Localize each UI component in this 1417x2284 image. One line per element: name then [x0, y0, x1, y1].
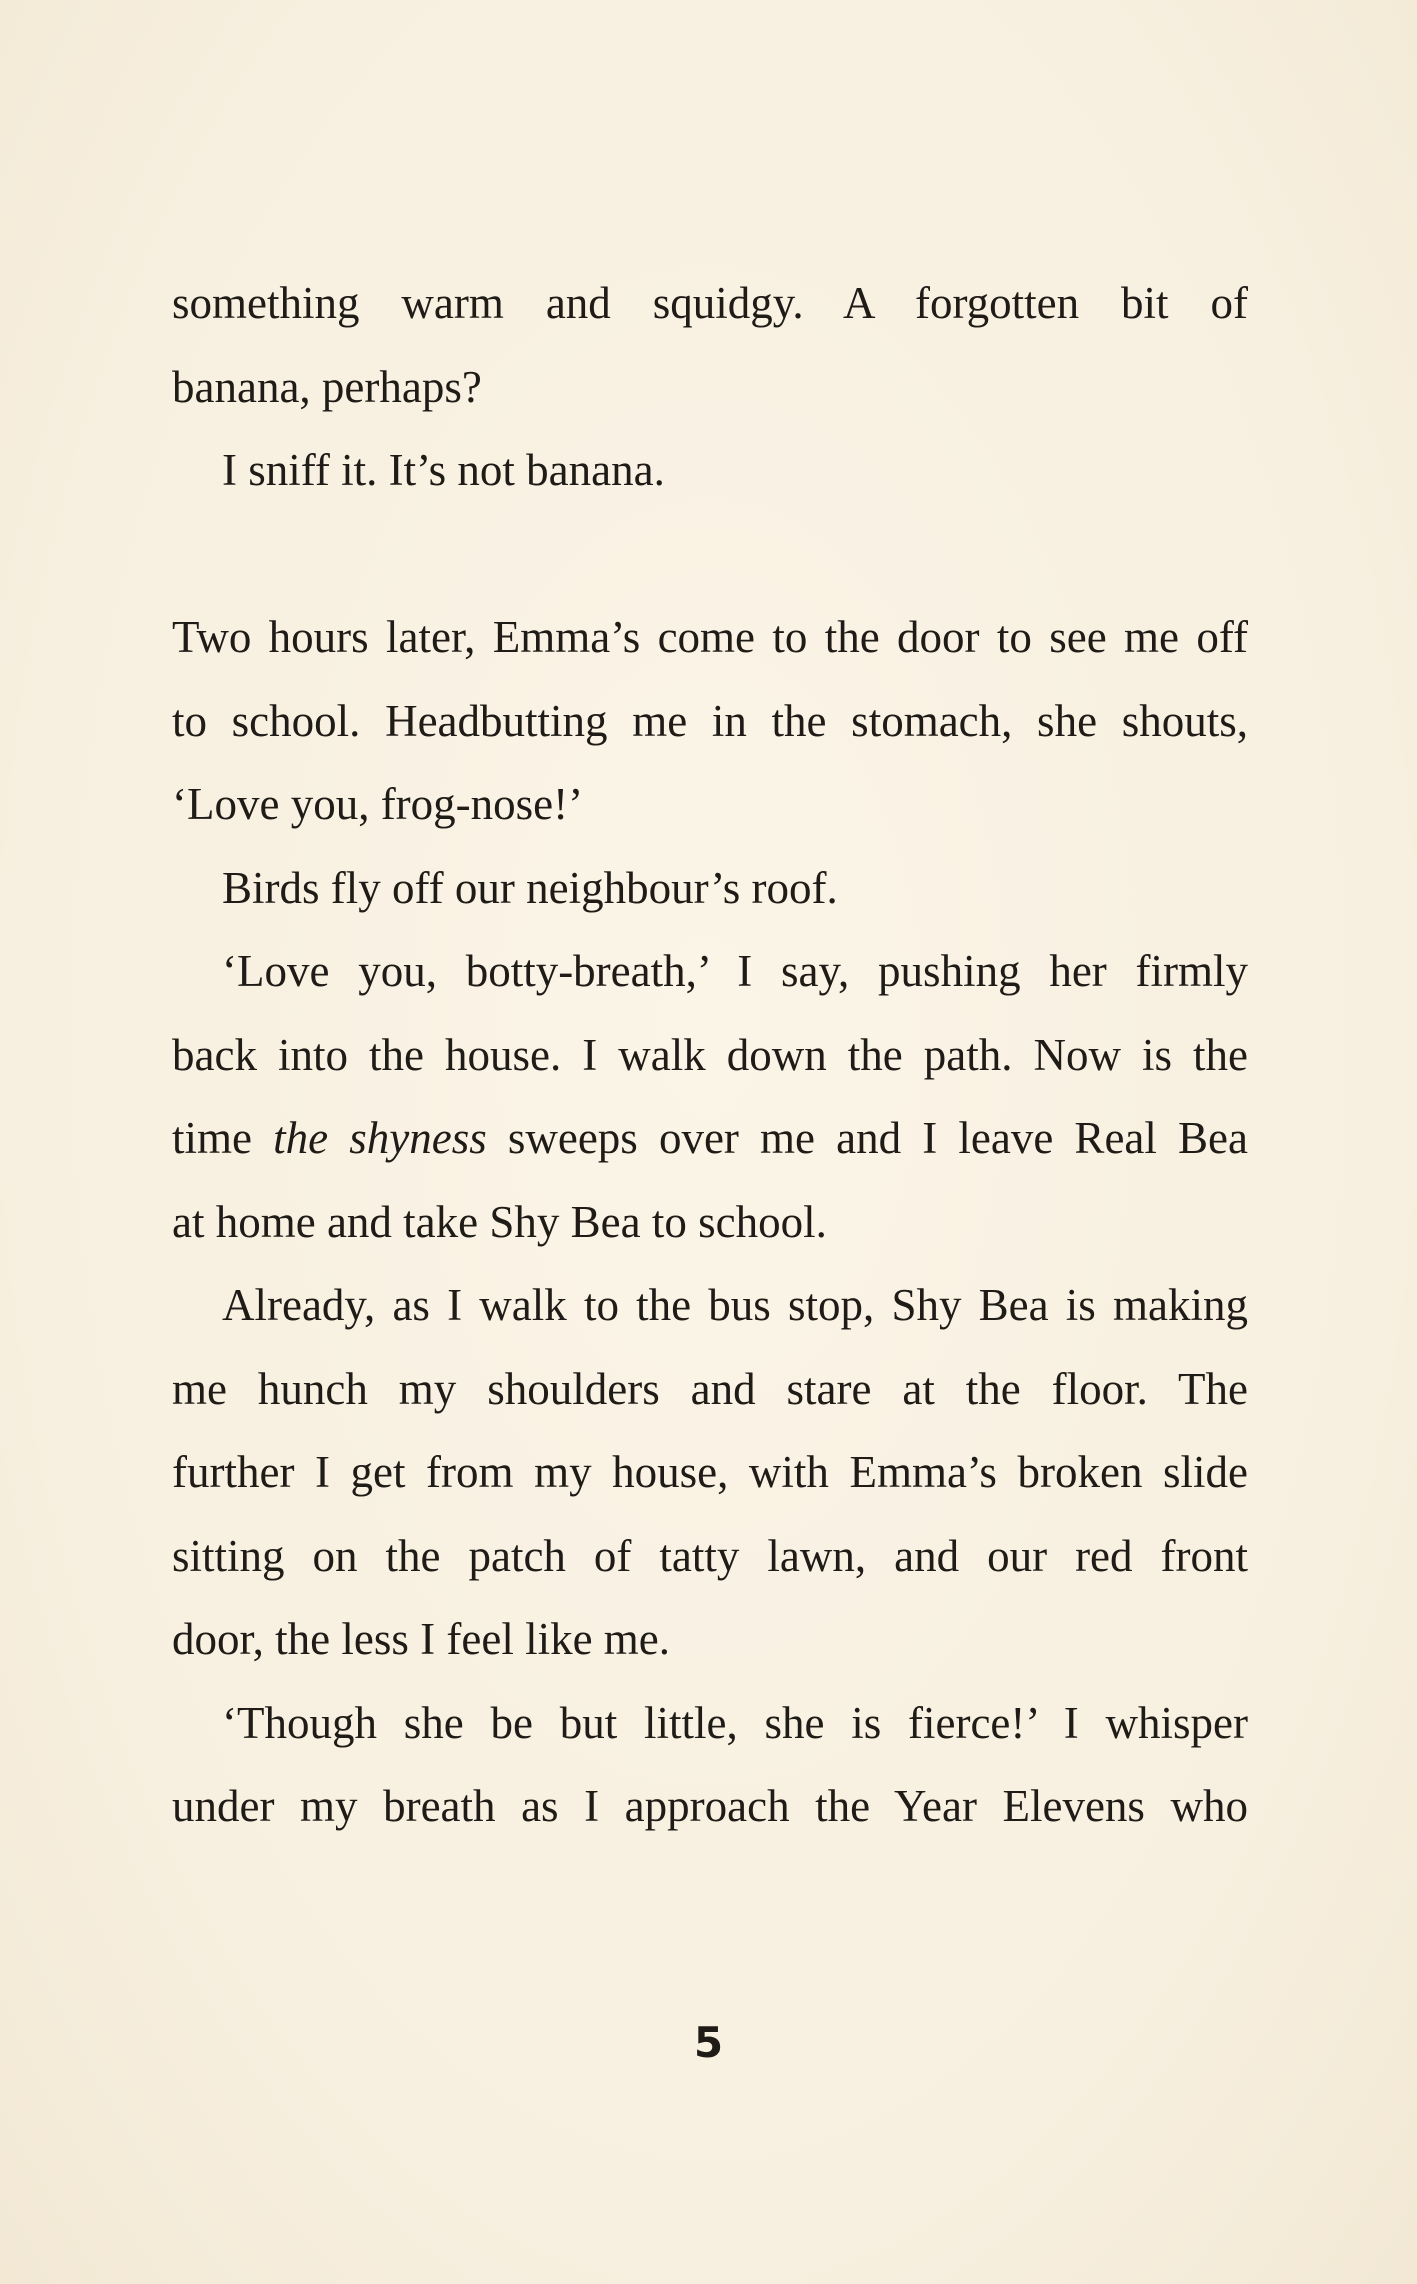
text-line: door, the less I feel like me. [172, 1614, 671, 1664]
text-line: me hunch my shoulders and stare at the floor. The [172, 1363, 1248, 1414]
text-line: further I get from my house, with Emma’s broken slide [172, 1447, 1248, 1497]
text-line: to school. Headbutting me in the stomach, she shouts, [172, 695, 1248, 746]
text-line: ‘Love you, botty-breath,’ I say, pushing her firmly [222, 946, 1248, 996]
text-line: Two hours later, Emma’s come to the door to see me off [172, 612, 1248, 662]
text-line: under my breath as I approach the Year Elevens who [172, 1781, 1248, 1831]
italic-phrase: the shyness [273, 1113, 487, 1163]
text-line: ‘Though she be but little, she is fierce!’ I whisper [222, 1697, 1248, 1748]
text-line: at home and take Shy Bea to school. [172, 1196, 827, 1247]
paragraph-section-2 [172, 596, 1248, 1849]
text-line: Birds fly off our neighbour’s roof. [222, 862, 838, 913]
text-line-with-italic [172, 1097, 1248, 1181]
text-span: sweeps over me and I leave Real Bea [486, 1113, 1248, 1163]
text-line: something warm and squidgy. A forgotten bit of [172, 278, 1248, 328]
paragraph-1 [172, 262, 1248, 513]
text-line: I sniff it. It’s not banana. [222, 445, 665, 495]
text-line: banana, perhaps? [172, 361, 482, 412]
text-line: back into the house. I walk down the path. Now is the [172, 1029, 1248, 1080]
text-line: sitting on the patch of tatty lawn, and our red front [172, 1530, 1248, 1581]
text-line: Already, as I walk to the bus stop, Shy Bea is making [222, 1280, 1248, 1330]
text-line: ‘Love you, frog-nose!’ [172, 779, 584, 829]
text-span: time [172, 1113, 274, 1163]
page-number: 5 [693, 2018, 724, 2067]
